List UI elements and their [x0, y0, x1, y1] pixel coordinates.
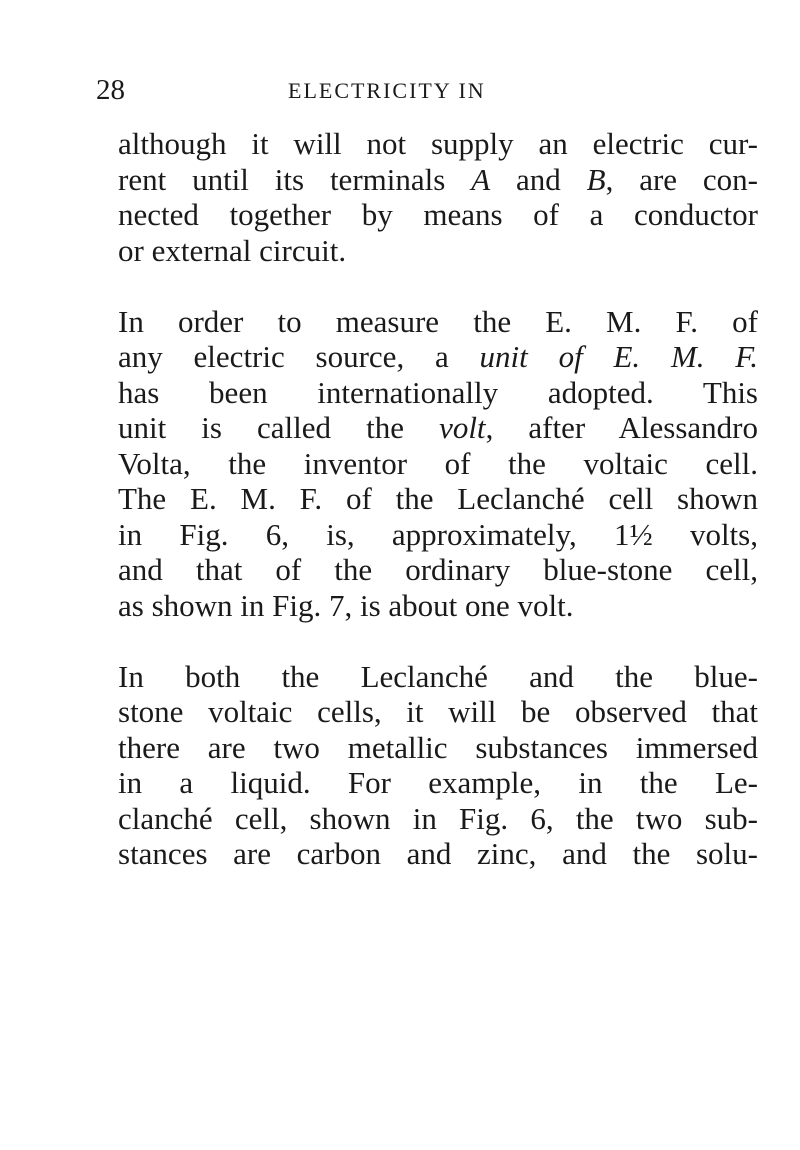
text-line: stone voltaic cells, it will be observed that [118, 694, 758, 729]
text-line: any electric source, a unit of E. M. F. [118, 339, 758, 374]
text-line: and that of the ordinary blue-stone cell, [118, 552, 758, 587]
paragraph-3 [118, 659, 758, 872]
text-line: in Fig. 6, is, approximately, 1½ volts, [118, 516, 758, 552]
text-line: as shown in Fig. 7, is about one volt. [118, 587, 574, 623]
text-line: nected together by means of a conductor [118, 197, 758, 232]
page-header [96, 74, 758, 114]
paragraph-2 [118, 304, 758, 624]
text-line: clanché cell, shown in Fig. 6, the two sub- [118, 800, 758, 836]
text-line: The E. M. F. of the Leclanché cell shown [118, 481, 758, 516]
text-line: unit is called the volt, after Alessandro [118, 410, 758, 445]
text-line: rent until its terminals A and B, are con- [118, 161, 758, 197]
page-number: 28 [96, 74, 125, 106]
text-line: In both the Leclanché and the blue- [118, 658, 758, 694]
body-text [118, 126, 758, 907]
text-line: in a liquid. For example, in the Le- [118, 765, 758, 800]
text-line: In order to measure the E. M. F. of [118, 303, 758, 339]
paragraph-1 [118, 126, 758, 268]
text-line: has been internationally adopted. This [118, 374, 758, 410]
running-title: ELECTRICITY IN [288, 78, 486, 103]
text-line: there are two metallic substances immersed [118, 729, 758, 765]
text-line: stances are carbon and zinc, and the solu- [118, 836, 758, 871]
text-line: Volta, the inventor of the voltaic cell. [118, 445, 758, 481]
text-line: or external circuit. [118, 232, 347, 268]
text-line: although it will not supply an electric cur- [118, 126, 758, 161]
